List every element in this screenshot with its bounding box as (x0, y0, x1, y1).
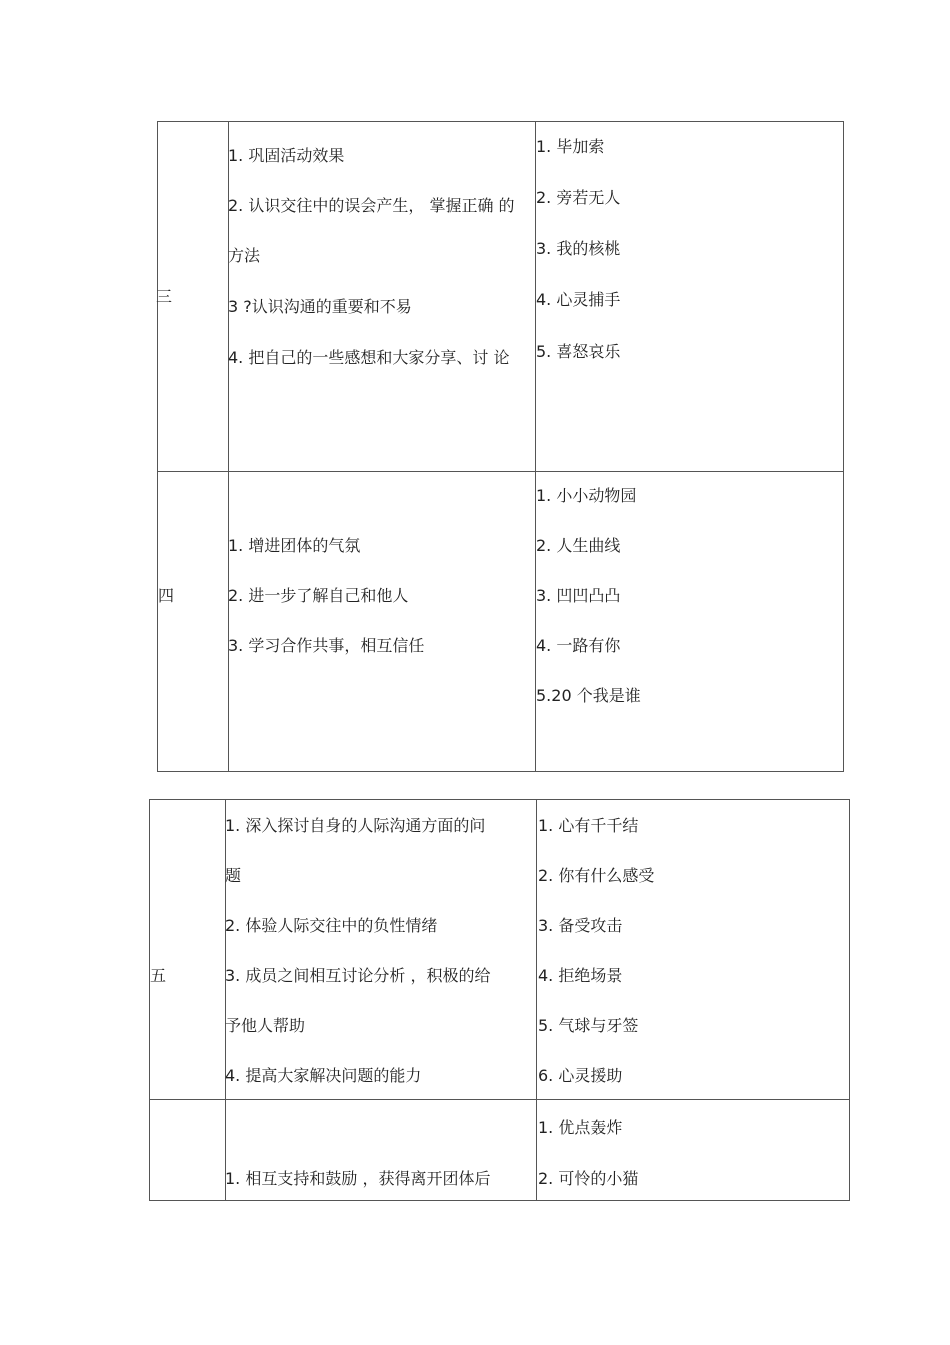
goal-item: 1. 相互支持和鼓励 ，获得离开团体后 (225, 1169, 491, 1188)
activity-item: 3. 备受攻击 (538, 916, 623, 935)
goal-item: 4. 把自己的一些感想和大家分享、讨 论 (228, 348, 510, 367)
activity-item: 5.20 个我是谁 (536, 686, 641, 705)
goal-item: 4. 提高大家解决问题的能力 (225, 1066, 422, 1085)
activity-item: 5. 喜怒哀乐 (536, 342, 621, 361)
activity-item: 4. 一路有你 (536, 636, 621, 655)
goal-item: 3. 学习合作共事，相互信任 (228, 636, 425, 655)
activity-item: 6. 心灵援助 (538, 1066, 623, 1085)
goal-item: 2. 认识交往中的误会产生， 掌握正确 的 (228, 196, 515, 215)
goal-item: 1. 巩固活动效果 (228, 146, 345, 165)
activity-item: 1. 心有千千结 (538, 816, 639, 835)
goal-item: 1. 增进团体的气氛 (228, 536, 361, 555)
activity-item: 2. 旁若无人 (536, 188, 621, 207)
activity-item: 3. 我的核桃 (536, 239, 621, 258)
goal-item: 2. 体验人际交往中的负性情绪 (225, 916, 438, 935)
session-number: 四 (158, 586, 175, 605)
goal-item: 2. 进一步了解自己和他人 (228, 586, 409, 605)
goal-item: 1. 深入探讨自身的人际沟通方面的问 (225, 816, 486, 835)
table-row (150, 800, 849, 1100)
activity-item: 5. 气球与牙签 (538, 1016, 639, 1035)
goal-item: 方法 (228, 246, 261, 265)
table-row (150, 1099, 849, 1200)
table-sessions-3-4 (157, 121, 844, 772)
goal-item: 予他人帮助 (225, 1016, 306, 1035)
activity-item: 2. 人生曲线 (536, 536, 621, 555)
activity-item: 2. 你有什么感受 (538, 866, 655, 885)
activity-item: 1. 小小动物园 (536, 486, 637, 505)
table-row (158, 122, 843, 472)
activity-item: 4. 心灵捕手 (536, 290, 621, 309)
activity-item: 1. 毕加索 (536, 137, 605, 156)
activity-item: 2. 可怜的小猫 (538, 1169, 639, 1188)
goal-item: 3. 成员之间相互讨论分析 ，积极的给 (225, 966, 491, 985)
activity-item: 1. 优点轰炸 (538, 1118, 623, 1137)
activity-item: 4. 拒绝场景 (538, 966, 623, 985)
activity-item: 3. 凹凹凸凸 (536, 586, 621, 605)
goal-item: 题 (225, 866, 242, 885)
table-sessions-5-6 (149, 799, 850, 1201)
table-row (158, 471, 843, 771)
session-number: 三 (156, 287, 173, 306)
session-number: 五 (150, 966, 167, 985)
goal-item: 3 ?认识沟通的重要和不易 (228, 297, 412, 316)
